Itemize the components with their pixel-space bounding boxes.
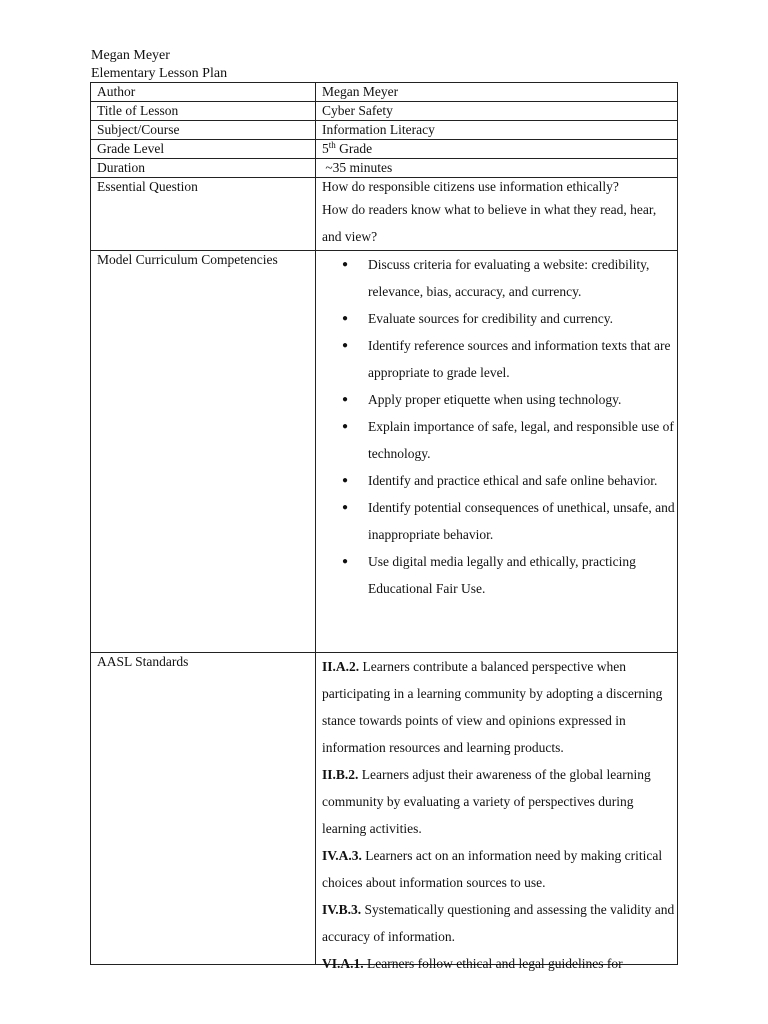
competency-text: Use digital media legally and ethically, practicing Educational Fair Use. [368, 554, 636, 596]
standard-entry [322, 653, 677, 761]
standard-code: II.A.2. [322, 659, 360, 674]
bullet-icon: ● [342, 421, 349, 432]
standard-code: IV.A.3. [322, 848, 362, 863]
table-row [91, 83, 678, 102]
bullet-icon: ● [342, 313, 349, 324]
table-row [91, 121, 678, 140]
standard-text: Learners adjust their awareness of the global learning community by evaluating a variety of perspectives during learning activities. [322, 767, 651, 836]
standard-entry [322, 896, 677, 950]
table-row [91, 251, 678, 653]
list-item [322, 305, 677, 332]
grade-word: Grade [335, 141, 373, 156]
bullet-icon: ● [342, 475, 349, 486]
duration-value: ~35 minutes [325, 160, 393, 175]
row-value-author: Megan Meyer [316, 83, 678, 102]
standard-code: VI.A.1. [322, 956, 364, 971]
list-item [322, 386, 677, 413]
row-label-essential-question: Essential Question [91, 178, 316, 251]
standard-entry [322, 842, 677, 896]
row-label-grade: Grade Level [91, 140, 316, 159]
author-name: Megan Meyer [91, 48, 170, 63]
standard-text: Systematically questioning and assessing the validity and accuracy of information. [322, 902, 675, 944]
competency-text: Discuss criteria for evaluating a website: credibility, relevance, bias, accuracy, and currency. [368, 257, 650, 299]
standard-text: Learners act on an information need by making critical choices about information sources to use. [322, 848, 663, 890]
standard-text: Learners contribute a balanced perspective when participating in a learning community by adopting a discerning stance towards points of view and opinions expressed in information resources and learning products. [322, 659, 663, 755]
standard-text: Learners follow ethical and legal guidelines for [363, 956, 623, 971]
row-label-author: Author [91, 83, 316, 102]
competency-text: Identify potential consequences of unethical, unsafe, and inappropriate behavior. [368, 500, 675, 542]
row-label-title: Title of Lesson [91, 102, 316, 121]
bullet-icon: ● [342, 394, 349, 405]
grade-number: 5 [322, 141, 329, 156]
row-value-competencies [316, 251, 678, 653]
row-label-competencies: Model Curriculum Competencies [91, 251, 316, 653]
row-value-grade [316, 140, 678, 159]
list-item [322, 467, 677, 494]
document-title: Elementary Lesson Plan [91, 66, 228, 81]
list-item [322, 548, 677, 602]
competency-text: Identify and practice ethical and safe online behavior. [368, 473, 658, 488]
table-row [91, 102, 678, 121]
essential-question-1: How do responsible citizens use information ethically? [322, 179, 619, 194]
grade-ordinal-suffix: th [328, 140, 336, 150]
row-label-aasl: AASL Standards [91, 653, 316, 965]
table-row [91, 140, 678, 159]
bullet-icon: ● [342, 556, 349, 567]
standard-code: II.B.2. [322, 767, 359, 782]
standard-code: IV.B.3. [322, 902, 362, 917]
bullet-icon: ● [342, 502, 349, 513]
lesson-plan-table [90, 82, 678, 971]
row-value-duration [316, 159, 678, 178]
list-item [322, 494, 677, 548]
standard-entry [322, 950, 677, 977]
standard-entry [322, 761, 677, 842]
competencies-list [322, 251, 677, 602]
competency-text: Explain importance of safe, legal, and responsible use of technology. [368, 419, 674, 461]
essential-question-2: How do readers know what to believe in what they read, hear, and view? [322, 202, 657, 244]
competency-text: Evaluate sources for credibility and currency. [368, 311, 614, 326]
competency-text: Apply proper etiquette when using technology. [368, 392, 622, 407]
list-item [322, 332, 677, 386]
row-value-aasl [316, 653, 678, 971]
table-row [91, 159, 678, 178]
aasl-standards-list [322, 653, 677, 971]
competency-text: Identify reference sources and information texts that are appropriate to grade level. [368, 338, 671, 380]
list-item [322, 251, 677, 305]
row-label-duration: Duration [91, 159, 316, 178]
row-label-subject: Subject/Course [91, 121, 316, 140]
table-row [91, 178, 678, 251]
row-value-title: Cyber Safety [316, 102, 678, 121]
list-item [322, 413, 677, 467]
document-header [91, 47, 227, 83]
table-row [91, 653, 678, 965]
bullet-icon: ● [342, 259, 349, 270]
row-value-essential-question [316, 178, 678, 251]
row-value-subject: Information Literacy [316, 121, 678, 140]
bullet-icon: ● [342, 340, 349, 351]
